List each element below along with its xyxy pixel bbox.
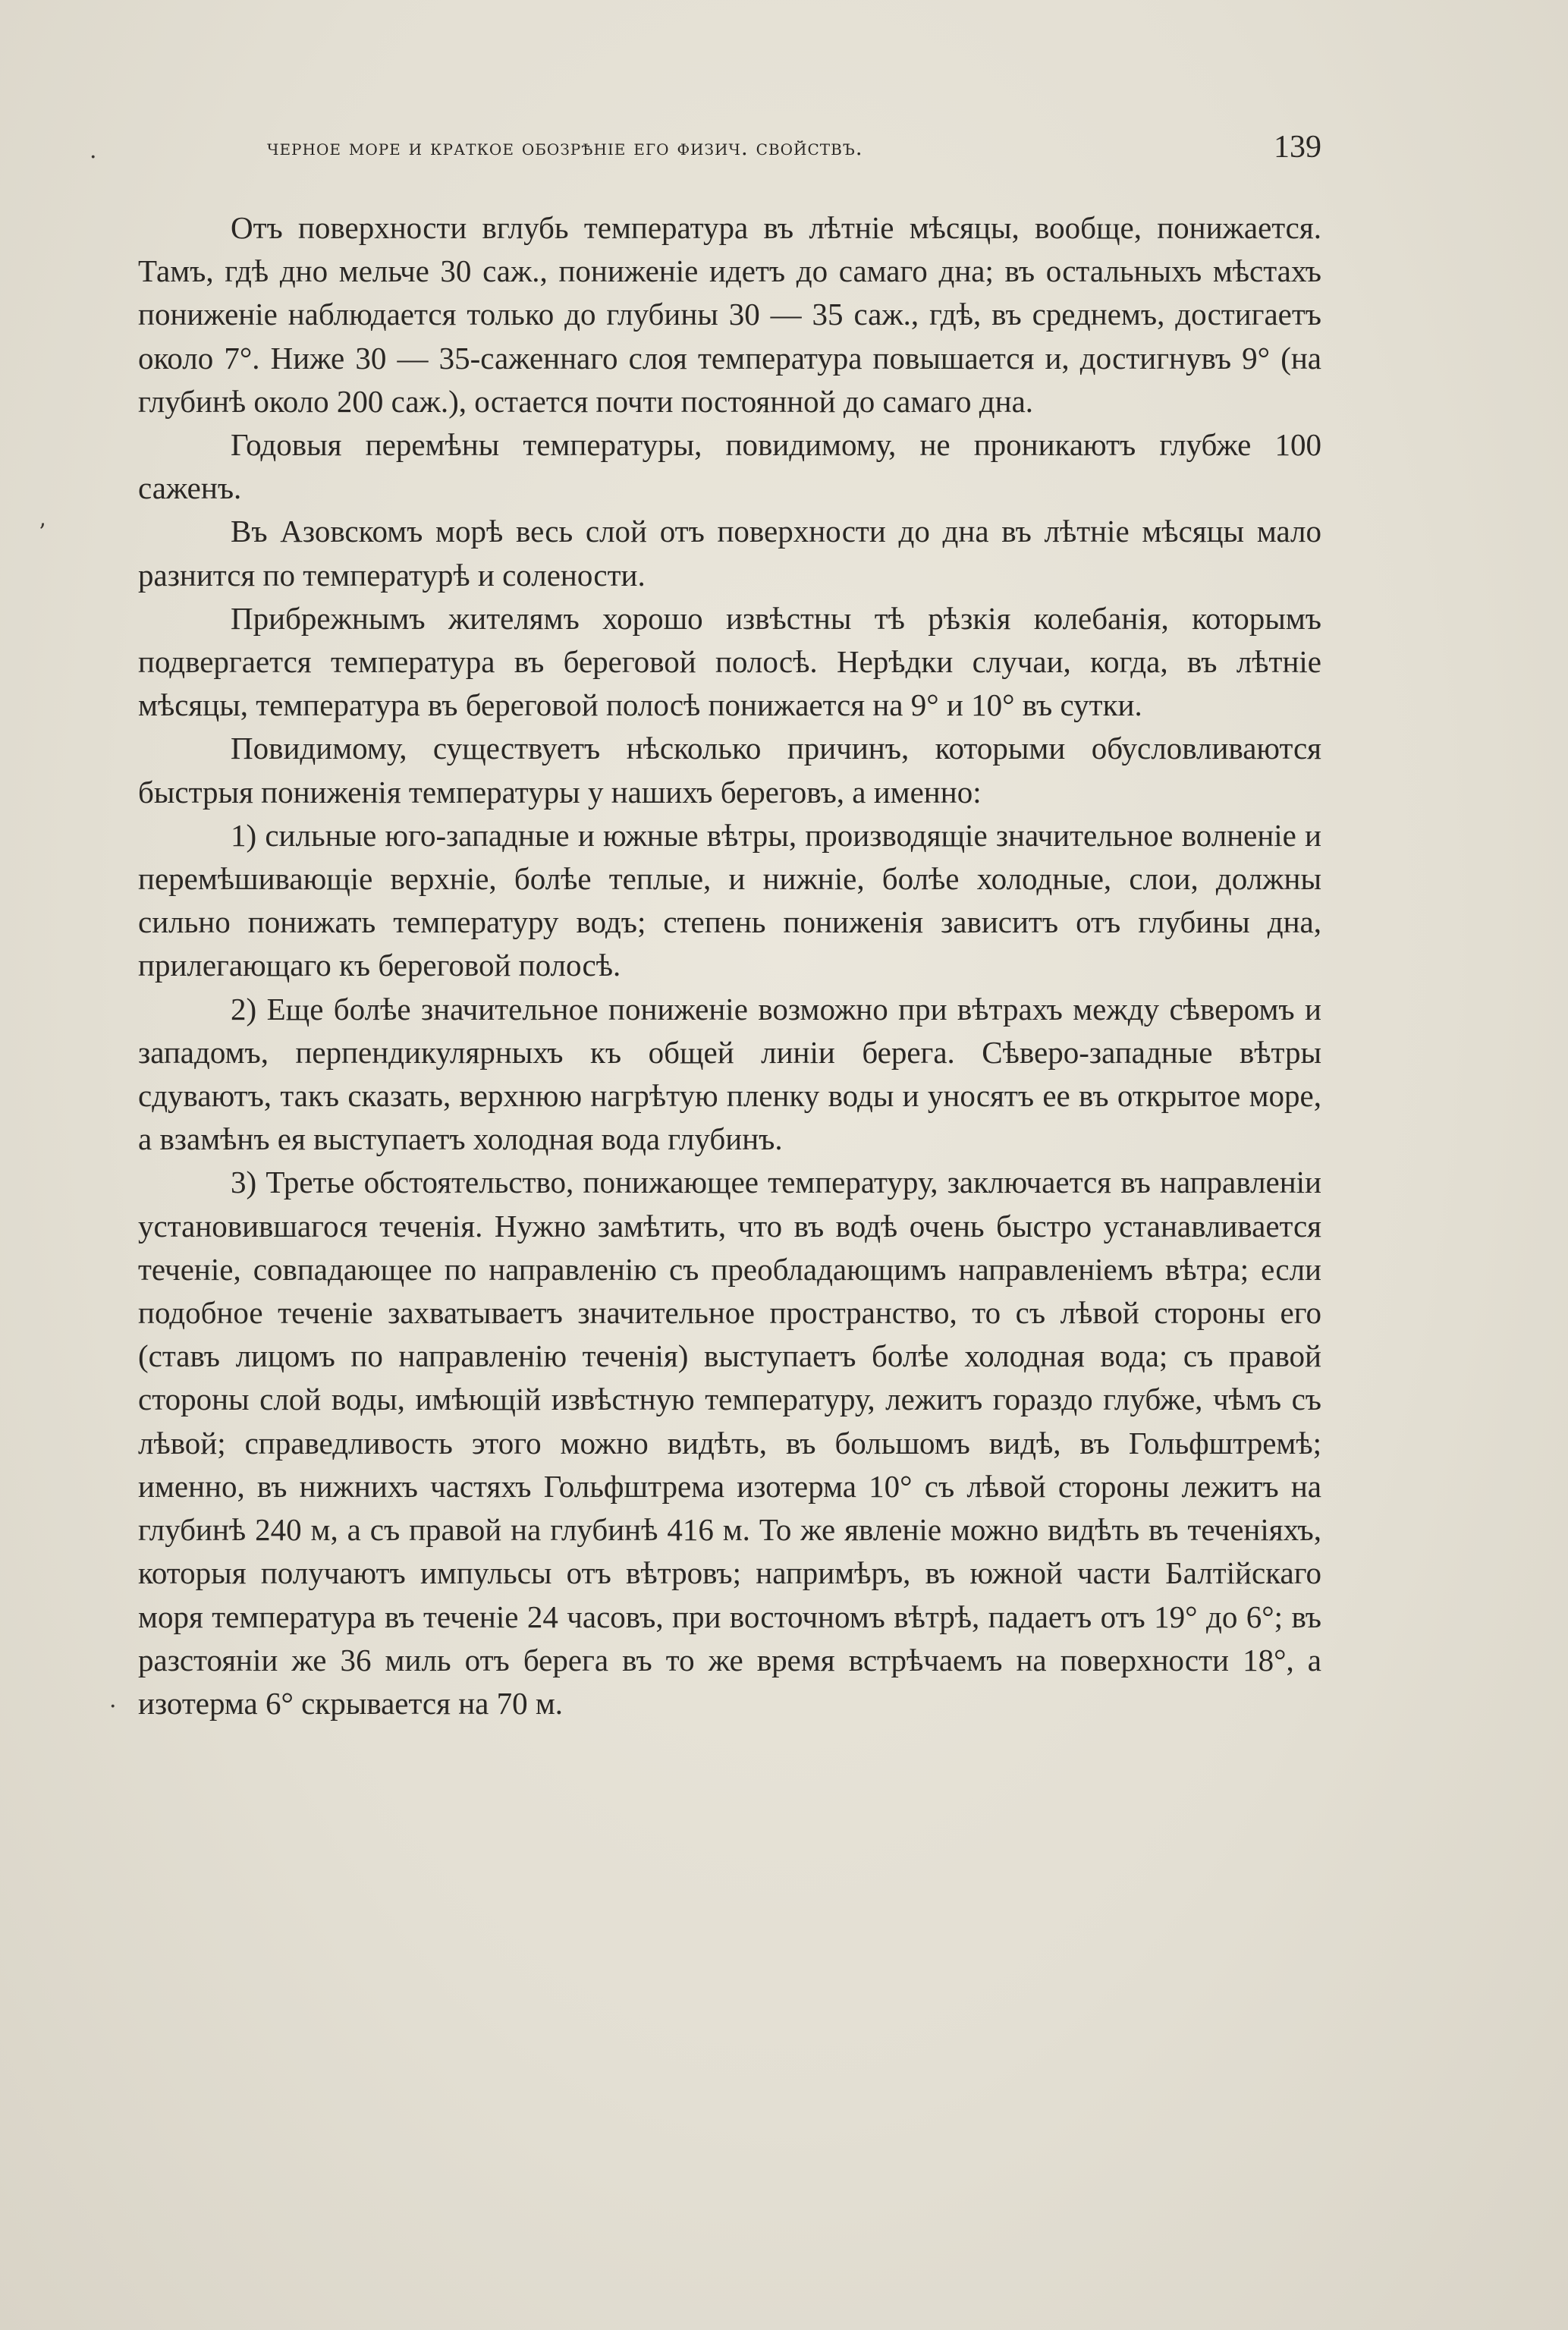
paragraph: Прибрежнымъ жителямъ хорошо извѣстны тѣ рѣзкія колебанія, которымъ подвергается температура въ береговой полосѣ. Нерѣдки случаи, когда, въ лѣтніе мѣсяцы, температура въ береговой полосѣ понижается на 9° и 10° въ сутки. [138, 600, 1321, 723]
ink-speck: · [90, 144, 97, 171]
ink-speck: · [109, 1693, 117, 1720]
running-title: черное море и краткое обозрѣніе его физич. свойствъ. [267, 135, 863, 160]
paragraph: 2) Еще болѣе значительное пониженіе возможно при вѣтрахъ между сѣверомъ и западомъ, перпендикулярныхъ къ общей линіи берега. Сѣверо-западные вѣтры сдуваютъ, такъ сказать, верхнюю нагрѣтую пленку воды и уносятъ ее въ открытое море, а взамѣнъ ея выступаетъ холодная вода глубинъ. [138, 991, 1321, 1157]
paragraph: Годовыя перемѣны температуры, повидимому, не проникаютъ глубже 100 саженъ. [138, 427, 1321, 506]
ink-speck: ʼ [38, 520, 46, 546]
paragraph: Повидимому, существуетъ нѣсколько причинъ, которыми обусловливаются быстрыя пониженія температуры у нашихъ береговъ, а именно: [138, 731, 1321, 810]
body-text [138, 206, 1321, 1725]
paragraph: 1) сильные юго-западные и южные вѣтры, производящіе значительное волненіе и перемѣшивающіе верхніе, болѣе теплые, и нижніе, болѣе холодные, слои, должны сильно понижать температуру водъ; степень пониженія зависитъ отъ глубины дна, прилегающаго къ береговой полосѣ. [138, 817, 1321, 983]
paragraph: Въ Азовскомъ морѣ весь слой отъ поверхности до дна въ лѣтніе мѣсяцы мало разнится по температурѣ и солености. [138, 514, 1321, 593]
paragraph: 3) Третье обстоятельство, понижающее температуру, заключается въ направленіи установившагося теченія. Нужно замѣтить, что въ водѣ очень быстро устанавливается теченіе, совпадающее по направленію съ преобладающимъ направленіемъ вѣтра; если подобное теченіе захватываетъ значительное пространство, то съ лѣвой стороны его (ставъ лицомъ по направленію теченія) выступаетъ болѣе холодная вода; съ правой стороны слой воды, имѣющій извѣстную температуру, лежитъ гораздо глубже, чѣмъ съ лѣвой; справедливость этого можно видѣть, въ большомъ видѣ, въ Гольфштремѣ; именно, въ нижнихъ частяхъ Гольфштрема изотерма 10° съ лѣвой стороны лежитъ на глубинѣ 240 м, а съ правой на глубинѣ 416 м. То же явленіе можно видѣть въ теченіяхъ, которыя получаютъ импульсы отъ вѣтровъ; напримѣръ, въ южной части Балтійскаго моря температура въ теченіе 24 часовъ, при восточномъ вѣтрѣ, падаетъ отъ 19° до 6°; въ разстояніи же 36 миль отъ берега въ то же время встрѣчаемъ на поверхности 18°, а изотерма 6° скрывается на 70 м. [138, 1165, 1321, 1721]
paragraph: Отъ поверхности вглубь температура въ лѣтніе мѣсяцы, вообще, понижается. Тамъ, гдѣ дно мельче 30 саж., пониженіе идетъ до самаго дна; въ остальныхъ мѣстахъ пониженіе наблюдается только до глубины 30 — 35 саж., гдѣ, въ среднемъ, достигаетъ около 7°. Ниже 30 — 35-саженнаго слоя температура повышается и, достигнувъ 9° (на глубинѣ около 200 саж.), остается почти постоянной до самаго дна. [138, 210, 1321, 419]
page-number: 139 [1274, 130, 1321, 165]
running-head [267, 130, 1321, 173]
